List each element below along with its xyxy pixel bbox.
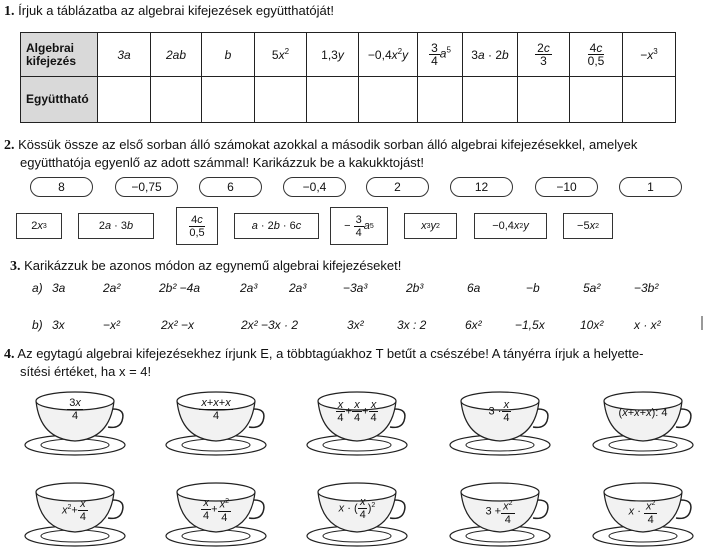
cup-expression: x · $\frac{x^2}{4}$	[628, 500, 656, 526]
number-pill-6[interactable]: 12	[450, 177, 513, 197]
row-b-item-7[interactable]: 6x²	[465, 318, 482, 332]
row-b-label: b)	[32, 318, 43, 332]
expression-box-4[interactable]: a · 2 b · 6 c	[234, 213, 319, 239]
answer-cell-5[interactable]	[307, 77, 359, 123]
row-b-item-4[interactable]: 2x² −3x · 2	[241, 318, 299, 332]
table-header-algebrai-kifejezes	[21, 33, 98, 77]
teacup-9[interactable]	[447, 478, 553, 548]
teacup-3[interactable]	[304, 387, 410, 457]
table-header-egyutthato: Együttható	[21, 77, 98, 123]
table-cell-expr-2: 2ab	[151, 33, 202, 77]
task4-heading	[4, 345, 643, 380]
number-pill-2[interactable]: −0,75	[115, 177, 178, 197]
task4-text-line2: sítési értéket, ha x = 4!	[20, 364, 152, 379]
task1-heading	[4, 3, 334, 20]
teacup-1[interactable]	[22, 387, 128, 457]
row-a-item-10[interactable]: 5a²	[583, 281, 601, 295]
table-cell-expr-5: 1,3y	[307, 33, 359, 77]
expression-box-7[interactable]: −0,4 x 2 y	[474, 213, 547, 239]
row-a-label: a)	[32, 281, 43, 295]
table-cell-expr-4: $5x^2$	[255, 33, 307, 77]
cup-expression: $\frac{3x}{4}$	[69, 397, 81, 422]
answer-cell-10[interactable]	[570, 77, 623, 123]
row-a-item-5[interactable]: 2a³	[289, 281, 307, 295]
expression-box-3[interactable]: $\frac{4c}{0,5}$	[176, 207, 218, 245]
row-b-item-9[interactable]: 10x²	[580, 318, 604, 332]
table-cell-expr-8: 3a · 2b	[463, 33, 518, 77]
cup-expression: $\frac{x+x+x}{4}$	[201, 397, 231, 422]
cup-expression: 3 + $\frac{x^2}{4}$	[485, 500, 513, 526]
row-a-item-7[interactable]: 2b³	[406, 281, 424, 295]
teacup-10[interactable]	[590, 478, 696, 548]
row-b-item-2[interactable]: −x²	[103, 318, 121, 332]
answer-cell-9[interactable]	[518, 77, 570, 123]
header-label-line1: Algebrai	[26, 40, 75, 55]
task2-heading	[4, 136, 637, 171]
teacup-6[interactable]	[22, 478, 128, 548]
cup-expression: $\frac{x}{4}$ + $\frac{x}{4}$ + $\frac{x}{4}$	[337, 399, 377, 424]
expression-box-2[interactable]: 2 a · 3 b	[78, 213, 154, 239]
task4-text-line1: Az egytagú algebrai kifejezésekhez írjunk E, a többtagúakhoz T betűt a csészébe! A tányérra írjuk a helyette-	[17, 346, 644, 361]
task3-number: 3.	[10, 259, 21, 274]
answer-cell-1[interactable]	[98, 77, 151, 123]
teacup-icon	[590, 387, 696, 457]
teacup-8[interactable]	[304, 478, 410, 548]
row-a-item-9[interactable]: −b	[526, 281, 540, 295]
number-pill-7[interactable]: −10	[535, 177, 598, 197]
row-b-item-8[interactable]: −1,5x	[515, 318, 545, 332]
task2-number: 2.	[4, 138, 15, 153]
task4-number: 4.	[4, 347, 15, 362]
answer-cell-11[interactable]	[623, 77, 676, 123]
answer-cell-4[interactable]	[255, 77, 307, 123]
table-cell-expr-10: $\frac{4c}{0,5}$	[570, 33, 623, 77]
expression-box-6[interactable]: x 3 y 2	[404, 213, 457, 239]
row-a-item-8[interactable]: 6a	[467, 281, 481, 295]
row-b-item-3[interactable]: 2x² −x	[161, 318, 195, 332]
row-b-item-5[interactable]: 3x²	[347, 318, 364, 332]
task3-text: Karikázzuk be azonos módon az egynemű algebrai kifejezéseket!	[24, 258, 402, 273]
table-row-coefficients	[21, 77, 676, 123]
task2-text-line1: Kössük össze az első sorban álló számokat azokkal a második sorban álló algebrai kifejezésekkel, amelyek	[18, 137, 638, 152]
row-b-item-1[interactable]: 3x	[52, 318, 65, 332]
table-cell-expr-1: 3a	[98, 33, 151, 77]
answer-cell-8[interactable]	[463, 77, 518, 123]
task2-text-line2: együtthatója egyenlő az adott számmal! Karikázzuk be a kakukktojást!	[20, 155, 424, 170]
header-label-line2: kifejezés	[26, 53, 77, 68]
answer-cell-6[interactable]	[359, 77, 418, 123]
teacup-4[interactable]	[447, 387, 553, 457]
teacup-2[interactable]	[163, 387, 269, 457]
table-row-expressions	[21, 33, 676, 77]
row-a-item-2[interactable]: 2a²	[103, 281, 121, 295]
table-cell-expr-3: b	[202, 33, 255, 77]
answer-cell-7[interactable]	[418, 77, 463, 123]
number-pill-3[interactable]: 6	[199, 177, 262, 197]
number-pill-5[interactable]: 2	[366, 177, 429, 197]
cup-expression: 3 · $\frac{x}{4}$	[488, 399, 510, 424]
row-a-item-6[interactable]: −3a³	[343, 281, 368, 295]
expression-box-8[interactable]: −5 x 2	[563, 213, 613, 239]
row-a-item-11[interactable]: −3b²	[634, 281, 659, 295]
table-cell-expr-6: $-0,4x^2y$	[359, 33, 418, 77]
row-a-item-4[interactable]: 2a³	[240, 281, 258, 295]
answer-cell-3[interactable]	[202, 77, 255, 123]
task3-heading	[10, 258, 401, 275]
row-a-item-1[interactable]: 3a	[52, 281, 66, 295]
table-cell-expr-9: $\frac{2c}{3}$	[518, 33, 570, 77]
row-b-item-10[interactable]: x · x²	[634, 318, 661, 332]
coefficient-table	[20, 32, 676, 123]
expression-box-5[interactable]: − $\frac{3}{4}$ a 5	[330, 207, 388, 245]
expression-box-1[interactable]: 2 x 3	[16, 213, 62, 239]
teacup-5[interactable]	[590, 387, 696, 457]
teacup-7[interactable]	[163, 478, 269, 548]
number-pill-1[interactable]: 8	[30, 177, 93, 197]
number-pill-8[interactable]: 1	[619, 177, 682, 197]
cup-expression: (x+x+x): 4	[618, 407, 668, 419]
cup-expression: $\frac{x}{4}$ + $\frac{x^2}{4}$	[203, 497, 229, 524]
task1-text: Írjuk a táblázatba az algebrai kifejezések együtthatóját!	[18, 3, 334, 18]
cup-expression: $x^2+$ $\frac{x}{4}$	[62, 498, 86, 523]
row-b-item-6[interactable]: 3x : 2	[397, 318, 427, 332]
cup-expression: x · ( $\frac{x}{4}$ )$^2$	[338, 496, 376, 521]
task1-number: 1.	[4, 4, 15, 19]
row-a-item-3[interactable]: 2b² −4a	[159, 281, 201, 295]
table-cell-expr-11: $-x^3$	[623, 33, 676, 77]
number-pill-4[interactable]: −0,4	[283, 177, 346, 197]
answer-cell-2[interactable]	[151, 77, 202, 123]
table-cell-expr-7: $\frac{3}{4}$ $a^5$	[418, 33, 463, 77]
